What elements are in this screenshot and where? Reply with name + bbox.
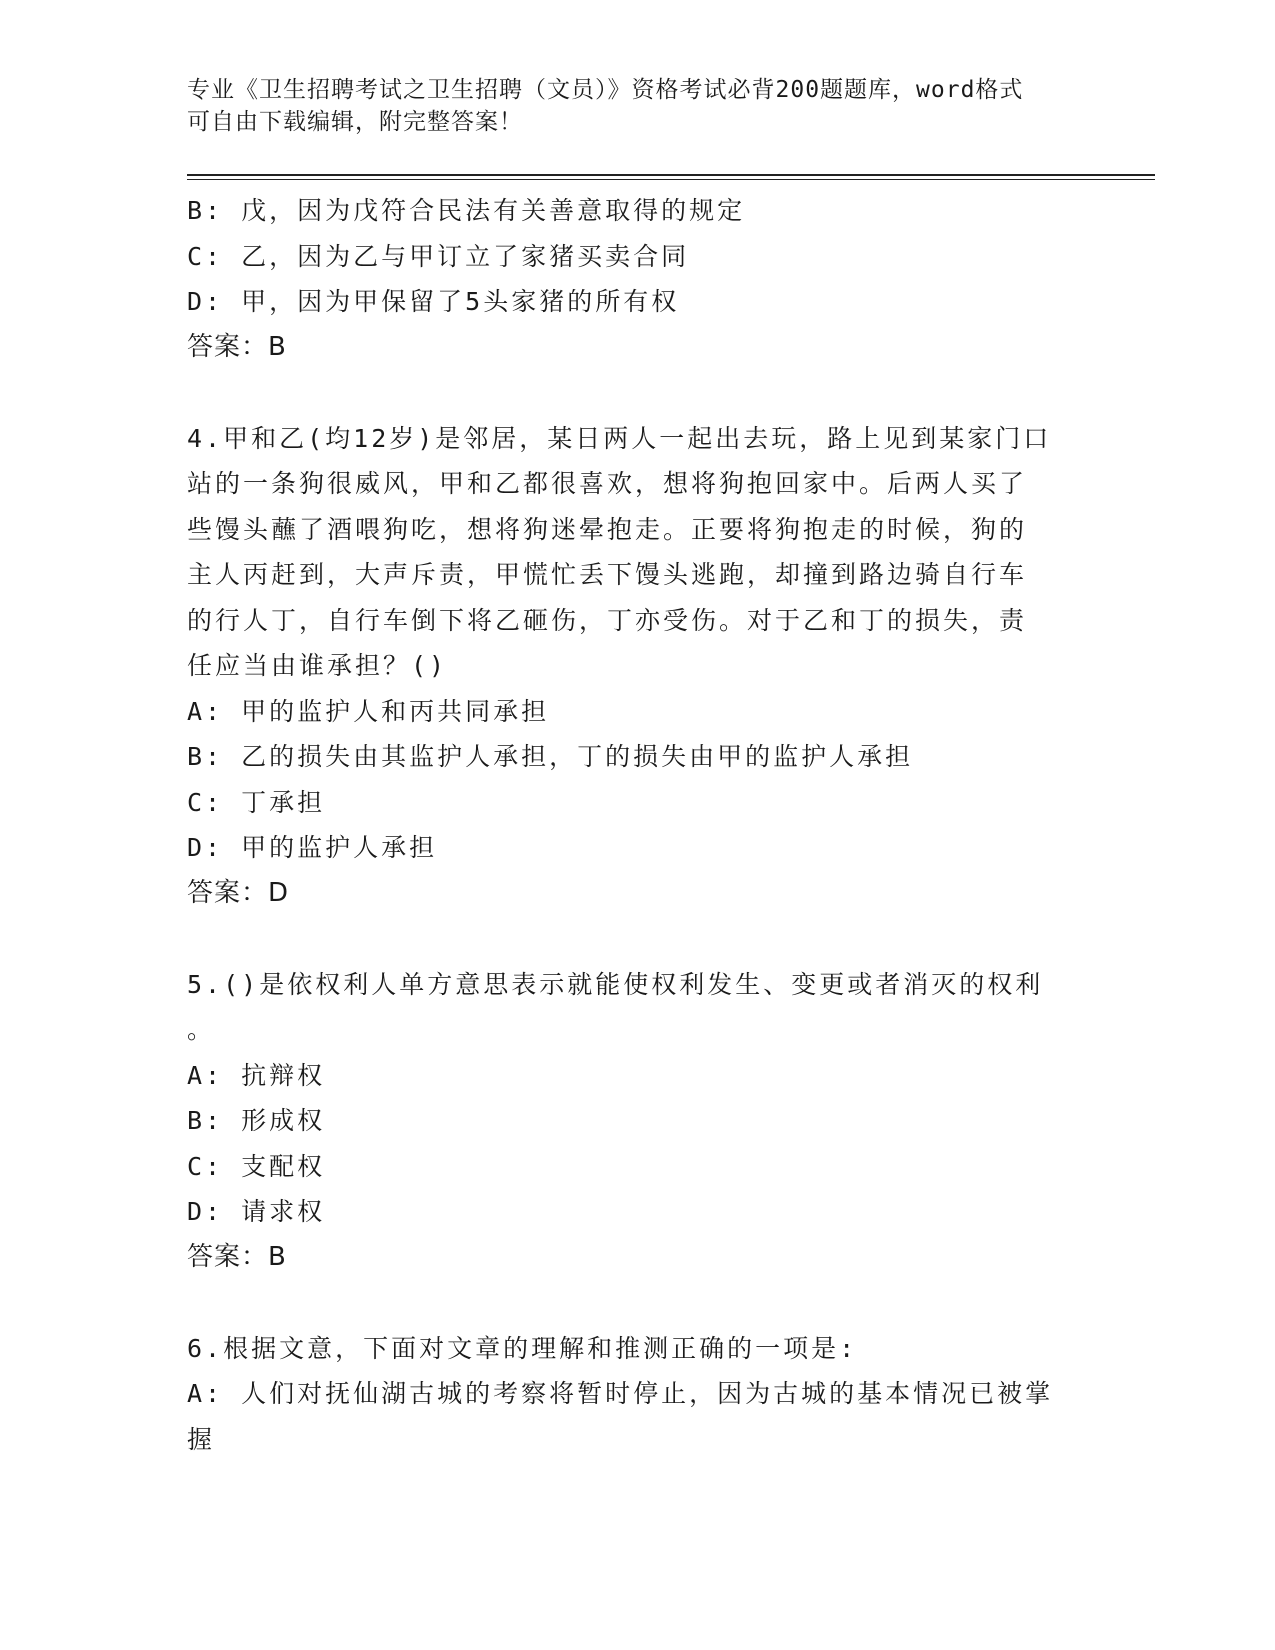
spacer — [187, 916, 1087, 962]
question-stem-line: 5.()是依权利人单方意思表示就能使权利发生、变更或者消灭的权利 — [187, 969, 1044, 999]
answer: 答案：B — [187, 1241, 287, 1272]
header-line-1: 专业《卫生招聘考试之卫生招聘（文员）》资格考试必背200题题库，word格式 — [187, 77, 1024, 103]
question-stem-line: 任应当由谁承担？() — [187, 651, 448, 680]
option-d: D: 甲的监护人承担 — [187, 833, 438, 862]
option-c: C: 支配权 — [187, 1151, 326, 1181]
header-rule-thin — [187, 179, 1155, 180]
option-c: C: 乙，因为乙与甲订立了家猪买卖合同 — [187, 241, 690, 271]
option-d: D: 请求权 — [187, 1197, 326, 1226]
question-stem-line: 主人丙赶到，大声斥责，甲慌忙丢下馒头逃跑，却撞到路边骑自行车 — [187, 560, 1028, 589]
question-3 — [187, 188, 1087, 370]
question-stem-line: 。 — [187, 1015, 216, 1044]
question-4 — [187, 416, 1087, 917]
option-b: B: 形成权 — [187, 1106, 326, 1135]
option-a: A: 抗辩权 — [187, 1060, 326, 1090]
question-5 — [187, 962, 1087, 1281]
option-c: C: 丁承担 — [187, 787, 326, 817]
question-stem-line: 站的一条狗很威风，甲和乙都很喜欢，想将狗抱回家中。后两人买了 — [187, 469, 1028, 498]
answer: 答案：B — [187, 331, 287, 362]
option-d: D: 甲，因为甲保留了5头家猪的所有权 — [187, 287, 680, 316]
question-stem-line: 4.甲和乙(均12岁)是邻居，某日两人一起出去玩，路上见到某家门口 — [187, 423, 1052, 453]
option-b: B: 戊，因为戊符合民法有关善意取得的规定 — [187, 196, 746, 225]
question-6 — [187, 1326, 1087, 1463]
option-a: A: 甲的监护人和丙共同承担 — [187, 696, 550, 726]
option-a: A: 人们对抚仙湖古城的考察将暂时停止，因为古城的基本情况已被掌 — [187, 1379, 1054, 1408]
question-content — [187, 188, 1087, 1462]
option-b: B: 乙的损失由其监护人承担，丁的损失由甲的监护人承担 — [187, 742, 914, 771]
question-stem-line: 6.根据文意，下面对文章的理解和推测正确的一项是: — [187, 1333, 858, 1363]
header-rule-thick — [187, 174, 1155, 176]
document-header — [187, 74, 1067, 138]
spacer — [187, 370, 1087, 416]
option-a-continued: 握 — [187, 1424, 216, 1454]
answer: 答案：D — [187, 877, 290, 908]
question-stem-line: 些馒头蘸了酒喂狗吃，想将狗迷晕抱走。正要将狗抱走的时候，狗的 — [187, 514, 1028, 544]
question-stem-line: 的行人丁，自行车倒下将乙砸伤，丁亦受伤。对于乙和丁的损失，责 — [187, 605, 1028, 635]
header-line-2: 可自由下载编辑，附完整答案！ — [187, 109, 523, 135]
spacer — [187, 1280, 1087, 1326]
